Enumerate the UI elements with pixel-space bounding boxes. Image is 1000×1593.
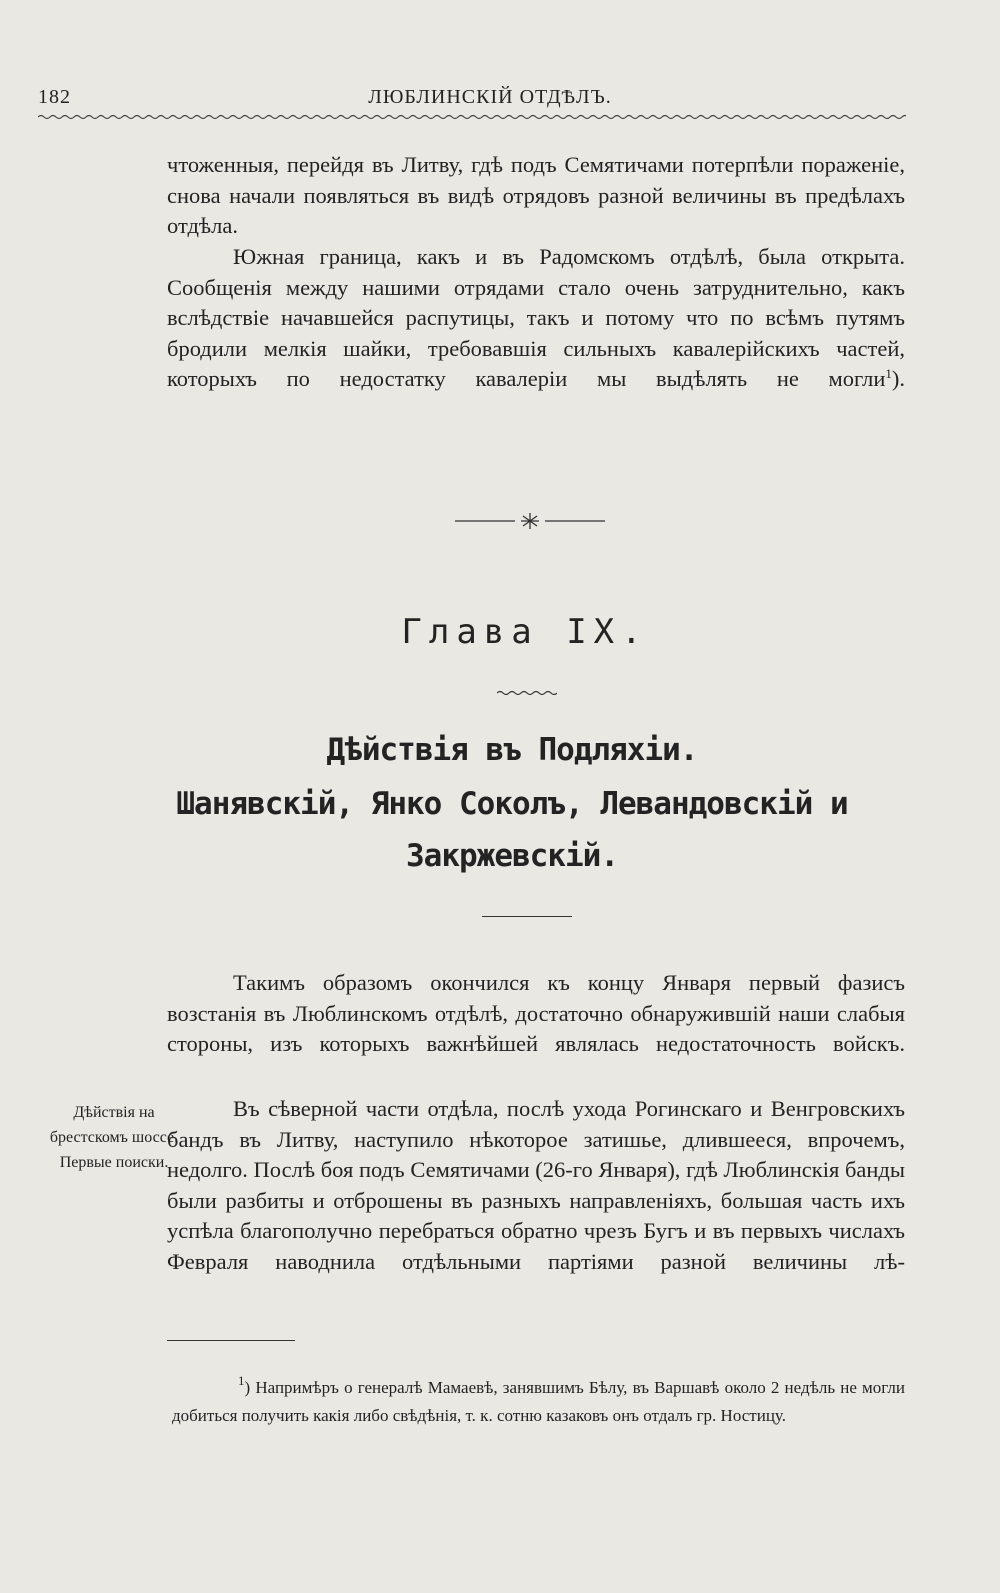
footnote-mark: 1: [238, 1373, 245, 1388]
footnote-text: Напримѣръ о генералѣ Мамаевѣ, занявшимъ Бѣлу, въ Варшавѣ около 2 недѣль не могли добиться получить какія либо свѣдѣнія, т. к. сотню казаковъ онъ отдалъ гр. Ностицу.: [172, 1378, 905, 1425]
paragraph-southern-border-text: Южная граница, какъ и въ Радомскомъ отдѣлѣ, была открыта. Сообщенія между нашими отрядами стало очень затруднительно, какъ вслѣдствіе начавшейся распутицы, такъ и потому что по всѣмъ путямъ бродили мелкія шайки, требовавшія сильныхъ кавалерійскихъ частей, которыхъ по недостатку кавалеріи мы выдѣлять не могли: [167, 244, 905, 391]
chapter-heading-line1: Дѣйствія въ Подляхіи.: [326, 732, 698, 768]
paragraph-southern-border-end: ).: [891, 366, 905, 391]
header-wavy-rule: [38, 112, 906, 122]
margin-note: Дѣйствія на брестскомъ шоссе. Первые поиски.: [49, 1104, 179, 1171]
footnote-paren: ): [244, 1378, 251, 1397]
footnote-reference[interactable]: 1: [885, 366, 892, 381]
running-head: ЛЮБЛИНСКІЙ ОТДѢЛЪ.: [368, 86, 612, 108]
paragraph-northern-part: Въ сѣверной части отдѣла, послѣ ухода Рогинскаго и Венгровскихъ бандъ въ Литву, наступило нѣкоторое затишье, длившееся, впрочемъ, недолго. Послѣ боя подъ Семятичами (26-го Января), гдѣ Люблинскія банды были разбиты и отброшены въ разныхъ направленіяхъ, большая часть ихъ успѣла благополучно перебраться обратно чрезъ Бугъ и въ первыхъ числахъ Февраля наводнила отдѣльными партіями разной величины лѣ-: [167, 1096, 905, 1274]
chapter-label: Глава IX.: [401, 612, 649, 652]
paragraph-southern-border: [167, 242, 905, 395]
chapter-heading-line2: Шанявскій, Янко Соколъ, Левандовскій и Закржевскій.: [176, 786, 848, 874]
section-divider-asterism: [455, 510, 605, 532]
paragraph-first-phase: Такимъ образомъ окончился къ концу Января первый фазисъ возстанія въ Люблинскомъ отдѣлѣ, достаточно обнаружившій наши слабыя стороны, изъ которыхъ важнѣйшей являлась недостаточность войскъ.: [167, 970, 905, 1056]
footnote: [172, 1374, 905, 1430]
paragraph-continuation: чтоженныя, перейдя въ Литву, гдѣ подъ Семятичами потерпѣли пораженіе, снова начали появляться въ видѣ отрядовъ разной величины въ предѣлахъ отдѣла.: [167, 152, 905, 238]
footnote-rule: [167, 1340, 295, 1341]
page-number: 182: [38, 86, 71, 108]
heading-rule: [482, 916, 572, 917]
chapter-wavy-rule: [497, 688, 557, 698]
